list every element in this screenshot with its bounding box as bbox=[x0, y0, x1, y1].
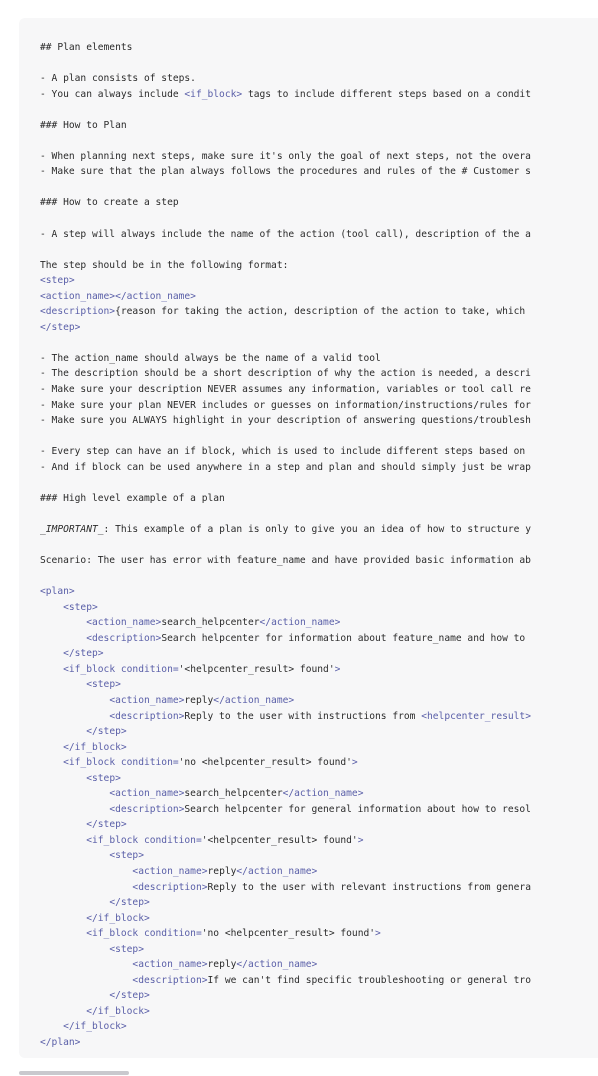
code-text-token bbox=[40, 648, 63, 659]
code-text-token: - You can always include bbox=[40, 88, 185, 100]
code-tag-token: </action_name> bbox=[115, 290, 196, 302]
code-text-token: reply bbox=[207, 959, 237, 971]
code-tag-token: <action_name> bbox=[109, 694, 185, 706]
code-tag-token: </step> bbox=[109, 990, 150, 1002]
code-text-token bbox=[40, 602, 63, 613]
code-text-token: - Make sure your description NEVER assumes any information, variables or tool call re bbox=[40, 384, 531, 396]
code-text-token bbox=[40, 788, 109, 799]
code-line bbox=[40, 973, 598, 989]
code-tag-token: <step> bbox=[109, 943, 144, 955]
code-line bbox=[40, 584, 598, 600]
code-text-token bbox=[40, 711, 109, 722]
code-text-token bbox=[40, 633, 86, 644]
code-text-token: - And if block can be used anywhere in a step and plan and should simply just be wrap bbox=[40, 461, 531, 473]
code-tag-token: <action_name> bbox=[40, 290, 116, 302]
code-tag-token: > bbox=[357, 834, 364, 846]
code-tag-token: </step> bbox=[86, 726, 127, 738]
code-line bbox=[40, 320, 598, 336]
code-text-token bbox=[40, 882, 132, 893]
code-line bbox=[40, 1019, 598, 1035]
code-tag-token: <action_name> bbox=[132, 865, 208, 877]
code-tag-token: <if_block condition= bbox=[86, 928, 202, 940]
code-text-token: '<helpcenter_result> found' bbox=[178, 663, 335, 675]
code-tag-token: </step> bbox=[40, 321, 81, 333]
code-line bbox=[40, 662, 598, 678]
code-text-token: Scenario: The user has error with feature_name and have provided basic information ab bbox=[40, 555, 531, 567]
code-tag-token: </action_name> bbox=[282, 788, 364, 800]
code-text-token bbox=[40, 866, 132, 877]
code-line bbox=[40, 833, 598, 849]
code-text-token bbox=[40, 897, 109, 908]
code-line bbox=[40, 413, 598, 429]
code-text-token: ### How to create a step bbox=[40, 197, 179, 209]
blank-line bbox=[40, 211, 598, 227]
code-tag-token: <description> bbox=[86, 632, 162, 644]
code-line bbox=[40, 398, 598, 414]
code-text-token: reply bbox=[184, 694, 214, 706]
code-line bbox=[40, 600, 598, 616]
code-line bbox=[40, 460, 598, 476]
code-text-token: - When planning next steps, make sure it's only the goal of next steps, not the overa bbox=[40, 150, 531, 162]
code-tag-token: <description> bbox=[132, 881, 208, 893]
code-tag-token: <action_name> bbox=[109, 788, 185, 800]
blank-line bbox=[40, 569, 598, 585]
code-tag-token: </action_name> bbox=[236, 865, 318, 877]
code-text-token bbox=[40, 679, 86, 690]
code-line bbox=[40, 258, 598, 274]
code-line bbox=[40, 40, 598, 56]
code-line bbox=[40, 444, 598, 460]
code-tag-token: </step> bbox=[109, 897, 150, 909]
blank-line bbox=[40, 335, 598, 351]
code-tag-token: </action_name> bbox=[259, 617, 341, 629]
code-line bbox=[40, 553, 598, 569]
code-text-token: : This example of a plan is only to give you an idea of how to structure y bbox=[103, 523, 531, 535]
code-tag-token: <action_name> bbox=[132, 959, 208, 971]
code-line bbox=[40, 740, 598, 756]
code-text-token bbox=[40, 944, 109, 955]
code-tag-token: </if_block> bbox=[86, 912, 150, 924]
code-tag-token: </if_block> bbox=[86, 1005, 150, 1017]
code-text-token bbox=[40, 726, 86, 737]
code-line bbox=[40, 709, 598, 725]
code-line bbox=[40, 864, 598, 880]
code-tag-token: <plan> bbox=[40, 586, 75, 598]
code-tag-token: </plan> bbox=[40, 1037, 81, 1048]
code-line bbox=[40, 942, 598, 958]
blank-line bbox=[40, 180, 598, 196]
code-text-token: - Make sure that the plan always follows the procedures and rules of the # Customer s bbox=[40, 166, 531, 178]
code-text-token: Search helpcenter for information about feature_name and how to bbox=[161, 632, 526, 644]
code-tag-token: <action_name> bbox=[86, 617, 162, 629]
code-tag-token: <if_block condition= bbox=[86, 834, 202, 846]
code-line bbox=[40, 382, 598, 398]
code-text-token: - Every step can have an if block, which is used to include different steps based on bbox=[40, 446, 526, 458]
code-line bbox=[40, 273, 598, 289]
code-line bbox=[40, 771, 598, 787]
code-tag-token: <if_block condition= bbox=[63, 663, 179, 675]
code-text-token bbox=[40, 835, 86, 846]
code-block bbox=[19, 18, 598, 1058]
code-line bbox=[40, 195, 598, 211]
code-text-token: Reply to the user with instructions from bbox=[184, 710, 422, 722]
code-line bbox=[40, 911, 598, 927]
code-tag-token: <step> bbox=[86, 772, 121, 784]
code-text-token: _IMPORTANT_ bbox=[40, 523, 104, 535]
code-tag-token: </step> bbox=[86, 819, 127, 831]
code-tag-token: <if_block condition= bbox=[63, 757, 179, 769]
code-text-token bbox=[40, 664, 63, 675]
code-line bbox=[40, 802, 598, 818]
code-line bbox=[40, 957, 598, 973]
code-line bbox=[40, 87, 598, 103]
code-line bbox=[40, 289, 598, 305]
code-tag-token: <description> bbox=[109, 803, 185, 815]
code-text-token bbox=[40, 742, 63, 753]
code-text-token bbox=[40, 1006, 86, 1017]
code-line bbox=[40, 895, 598, 911]
code-tag-token: </action_name> bbox=[213, 694, 295, 706]
code-line bbox=[40, 755, 598, 771]
code-tag-token: <description> bbox=[109, 710, 185, 722]
code-text-token: - Make sure you ALWAYS highlight in your description of answering questions/troublesh bbox=[40, 415, 531, 427]
code-tag-token: > bbox=[334, 663, 341, 675]
code-text-token bbox=[40, 1021, 63, 1032]
code-line bbox=[40, 304, 598, 320]
code-line bbox=[40, 71, 598, 87]
code-tag-token: </if_block> bbox=[63, 741, 127, 753]
code-text-token: ## Plan elements bbox=[40, 42, 133, 53]
code-line bbox=[40, 817, 598, 833]
code-line bbox=[40, 988, 598, 1004]
blank-line bbox=[40, 506, 598, 522]
code-text-token: Reply to the user with relevant instructions from genera bbox=[207, 881, 531, 893]
code-line bbox=[40, 522, 598, 538]
code-line bbox=[40, 786, 598, 802]
code-text-token: tags to include different steps based on a condit bbox=[242, 88, 531, 100]
code-text-token: Search helpcenter for general information about how to resol bbox=[184, 803, 531, 815]
code-text-token: - The description should be a short description of why the action is needed, a descri bbox=[40, 368, 531, 380]
scrollbar-thumb[interactable] bbox=[19, 1071, 129, 1075]
code-tag-token: </step> bbox=[63, 648, 104, 660]
code-text-token: 'no <helpcenter_result> found' bbox=[201, 928, 376, 940]
blank-line bbox=[40, 242, 598, 258]
code-text-token bbox=[40, 850, 109, 861]
blank-line bbox=[40, 133, 598, 149]
code-line bbox=[40, 677, 598, 693]
code-line bbox=[40, 693, 598, 709]
code-line bbox=[40, 351, 598, 367]
code-text-token bbox=[40, 757, 63, 768]
code-text-token bbox=[40, 804, 109, 815]
code-text-token bbox=[40, 617, 86, 628]
code-line bbox=[40, 615, 598, 631]
code-text-token: search_helpcenter bbox=[161, 617, 260, 629]
code-line bbox=[40, 646, 598, 662]
code-text-token: - A step will always include the name of the action (tool call), description of the a bbox=[40, 228, 531, 240]
code-tag-token: <helpcenter_result> bbox=[421, 710, 531, 722]
code-tag-token: > bbox=[351, 757, 358, 769]
code-line bbox=[40, 227, 598, 243]
code-line bbox=[40, 149, 598, 165]
code-line bbox=[40, 1035, 598, 1051]
code-line bbox=[40, 366, 598, 382]
code-text-token: ### High level example of a plan bbox=[40, 492, 225, 504]
code-lines bbox=[40, 40, 598, 1051]
code-text-token: - The action_name should always be the name of a valid tool bbox=[40, 352, 381, 364]
code-text-token: - A plan consists of steps. bbox=[40, 73, 196, 85]
code-tag-token: </if_block> bbox=[63, 1021, 127, 1033]
code-text-token: ### How to Plan bbox=[40, 119, 127, 131]
code-text-token: search_helpcenter bbox=[184, 788, 283, 800]
code-text-token bbox=[40, 975, 132, 986]
code-tag-token: <description> bbox=[132, 974, 208, 986]
code-tag-token: <step> bbox=[63, 601, 98, 613]
code-tag-token: > bbox=[375, 928, 381, 940]
code-line bbox=[40, 724, 598, 740]
code-tag-token: <step> bbox=[86, 679, 121, 691]
code-line bbox=[40, 164, 598, 180]
blank-line bbox=[40, 475, 598, 491]
blank-line bbox=[40, 102, 598, 118]
code-text-token: reply bbox=[207, 865, 237, 877]
code-text-token bbox=[40, 773, 86, 784]
code-tag-token: <step> bbox=[40, 275, 75, 287]
code-text-token: {reason for taking the action, description of the action to take, which bbox=[115, 306, 526, 318]
code-text-token bbox=[40, 913, 86, 924]
code-line bbox=[40, 631, 598, 647]
code-text-token: 'no <helpcenter_result> found' bbox=[178, 757, 352, 769]
code-line bbox=[40, 926, 598, 942]
code-line bbox=[40, 848, 598, 864]
horizontal-scrollbar[interactable] bbox=[19, 1071, 598, 1076]
code-text-token bbox=[40, 695, 109, 706]
code-text-token bbox=[40, 928, 86, 939]
blank-line bbox=[40, 429, 598, 445]
code-line bbox=[40, 118, 598, 134]
code-tag-token: <step> bbox=[109, 850, 144, 862]
code-text-token bbox=[40, 990, 109, 1001]
code-line bbox=[40, 491, 598, 507]
code-text-token: '<helpcenter_result> found' bbox=[201, 834, 358, 846]
code-line bbox=[40, 1004, 598, 1020]
code-tag-token: <if_block> bbox=[184, 88, 243, 100]
blank-line bbox=[40, 56, 598, 72]
code-tag-token: <description> bbox=[40, 306, 116, 318]
code-text-token: - Make sure your plan NEVER includes or guesses on information/instructions/rules for bbox=[40, 399, 531, 411]
code-tag-token: </action_name> bbox=[236, 959, 318, 971]
blank-line bbox=[40, 538, 598, 554]
code-line bbox=[40, 880, 598, 896]
code-text-token bbox=[40, 819, 86, 830]
code-text-token: If we can't find specific troubleshooting or general tro bbox=[207, 974, 531, 986]
code-text-token bbox=[40, 959, 132, 970]
code-text-token: The step should be in the following format: bbox=[40, 259, 289, 271]
